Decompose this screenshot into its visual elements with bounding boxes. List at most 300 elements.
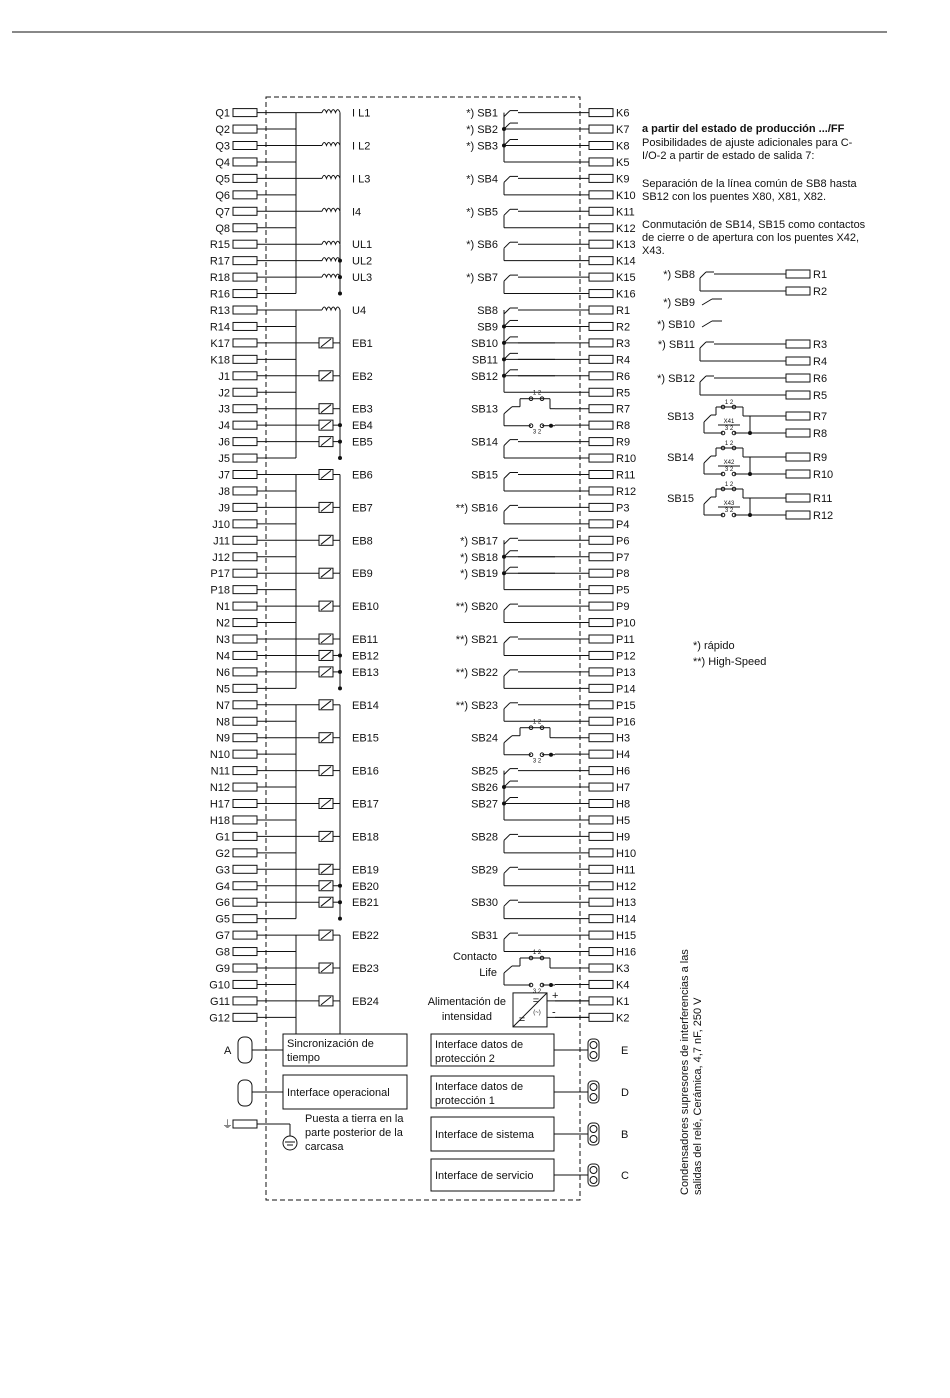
left-terminal-label: G6 (215, 897, 230, 910)
junction-dot (549, 424, 553, 428)
contact-arm (504, 933, 510, 939)
relay-label: SB25 (471, 765, 498, 778)
contact-arm (504, 900, 510, 906)
right-terminal-label: K14 (616, 255, 636, 268)
right-terminal-label: R1 (616, 305, 631, 317)
right-terminal-block (589, 931, 613, 939)
relay-label: *) SB18 (460, 551, 498, 564)
left-terminal-block (233, 503, 257, 511)
interface-letter: C (621, 1170, 629, 1182)
right-terminal-block (589, 619, 613, 627)
left-terminal-label: J12 (212, 551, 230, 564)
input-label: EB2 (352, 370, 373, 383)
input-label: EB3 (352, 403, 373, 416)
left-terminal-label: N4 (215, 650, 230, 663)
contact-arm (504, 111, 510, 117)
left-terminal-block (233, 668, 257, 676)
left-terminal-block (233, 882, 257, 890)
detail-terminal-block (786, 494, 810, 502)
relay-label: **) SB22 (455, 666, 498, 679)
left-terminal-label: K18 (210, 354, 230, 367)
left-terminal-block (233, 553, 257, 561)
relay-label: *) SB7 (466, 272, 498, 285)
right-terminal-label: K4 (616, 979, 630, 992)
notes-line: de cierre o de apertura con los puentes X42, (642, 232, 860, 244)
jumper-pin-label: 1 2 (532, 950, 542, 956)
right-terminal-block (589, 734, 613, 742)
right-terminal-block (589, 257, 613, 265)
contacto-life-label: Life (479, 967, 497, 979)
connector-pin (590, 1084, 597, 1091)
right-terminal-label: H12 (616, 880, 637, 893)
input-label: I L2 (352, 140, 371, 153)
input-label: EB4 (352, 420, 373, 433)
input-label: UL2 (352, 255, 373, 268)
contact-arm (504, 703, 510, 709)
left-terminal-block (233, 602, 257, 610)
relay-label: **) SB16 (455, 502, 498, 515)
contact-arm (504, 176, 510, 182)
input-label: EB21 (352, 897, 379, 910)
vertical-note-line-2: salidas del relé, Cerámica, 4,7 nF, 250 V (692, 997, 704, 1195)
left-terminal-label: G8 (215, 946, 230, 959)
device-boundary (266, 97, 580, 1200)
left-terminal-label: N7 (215, 699, 230, 712)
input-label: EB5 (352, 436, 373, 449)
right-terminal-block (589, 750, 613, 758)
notes-line: Posibilidades de ajuste adicionales para C- (642, 137, 853, 149)
right-terminal-label: H9 (616, 831, 631, 844)
right-terminal-block (589, 964, 613, 972)
right-terminal-block (589, 816, 613, 824)
right-terminal-label: H10 (616, 847, 637, 860)
optocoupler-slash (321, 997, 331, 1005)
earth-icon: ⏚ (222, 1119, 233, 1131)
contact-arm (702, 321, 712, 327)
left-terminal-block (233, 569, 257, 577)
left-terminal-label: G1 (215, 831, 230, 844)
left-terminal-label: R13 (209, 305, 230, 317)
right-terminal-block (589, 142, 613, 150)
left-terminal-block (233, 1013, 257, 1021)
left-terminal-block (233, 273, 257, 281)
detail-relay-label: *) SB8 (663, 269, 695, 281)
optocoupler-slash (321, 503, 331, 511)
right-terminal-label: K11 (616, 206, 635, 219)
left-terminal-block (233, 240, 257, 248)
relay-label: SB9 (477, 321, 498, 334)
contact-arm (504, 370, 510, 376)
right-terminal-block (589, 586, 613, 594)
right-terminal-label: R2 (616, 321, 631, 334)
optocoupler-slash (321, 865, 331, 873)
connector-symbol (588, 1039, 599, 1061)
left-terminal-block (233, 158, 257, 166)
optocoupler-slash (321, 471, 331, 479)
right-terminal-block (589, 306, 613, 314)
junction-dot (338, 456, 342, 460)
input-label: EB19 (352, 864, 379, 877)
jumper-pin-label: 1 2 (532, 719, 542, 726)
right-terminal-block (589, 569, 613, 577)
right-terminal-label: H3 (616, 732, 631, 745)
right-terminal-block (589, 224, 613, 232)
left-terminal-block (233, 339, 257, 347)
optocoupler-slash (321, 421, 331, 429)
right-terminal-label: P12 (616, 650, 636, 663)
left-terminal-block (233, 948, 257, 956)
left-terminal-label: G3 (215, 864, 230, 877)
left-terminal-label: G5 (215, 913, 230, 926)
input-label: EB6 (352, 469, 373, 482)
jumper-pin-label: 3 2 (724, 426, 734, 432)
left-terminal-label: P17 (210, 568, 230, 581)
right-terminal-block (589, 865, 613, 873)
optocoupler-slash (321, 602, 331, 610)
housing-earth-icon (283, 1136, 297, 1150)
optocoupler-slash (321, 569, 331, 577)
right-terminal-label: R10 (616, 453, 637, 466)
interface-label: Sincronización de (287, 1038, 374, 1050)
input-label: EB12 (352, 650, 379, 663)
right-terminal-label: P9 (616, 601, 630, 614)
connector-pin (590, 1136, 597, 1143)
contact-arm (504, 670, 510, 676)
detail-terminal-block (786, 287, 810, 295)
left-terminal-block (233, 438, 257, 446)
left-terminal-label: Q1 (215, 107, 230, 120)
left-terminal-label: J7 (218, 469, 230, 482)
optocoupler-slash (321, 898, 331, 906)
coil-symbol (322, 241, 340, 244)
jumper-pin-label: 3 2 (724, 508, 734, 514)
left-terminal-label: G12 (209, 1012, 230, 1025)
right-terminal-block (589, 438, 613, 446)
right-terminal-label: H7 (616, 782, 631, 795)
coil-symbol (322, 110, 340, 113)
right-terminal-block (589, 898, 613, 906)
right-terminal-label: H8 (616, 798, 631, 811)
left-terminal-block (233, 865, 257, 873)
detail-jumper-label: SB14 (667, 452, 694, 464)
input-label: I4 (352, 206, 362, 219)
relay-label: **) SB21 (455, 634, 498, 646)
right-terminal-block (589, 109, 613, 117)
junction-dot (338, 292, 342, 296)
jumper-pin-label: 3 2 (532, 758, 542, 765)
junction-dot (338, 917, 342, 921)
right-terminal-label: K5 (616, 156, 630, 169)
left-terminal-block (233, 454, 257, 462)
right-terminal-label: P3 (616, 502, 630, 515)
contact-arm (504, 538, 510, 544)
right-terminal-block (589, 421, 613, 429)
left-terminal-block (233, 257, 257, 265)
right-terminal-label: P7 (616, 551, 630, 564)
optocoupler-slash (321, 372, 331, 380)
right-terminal-label: K10 (616, 189, 636, 202)
power-label-line: intensidad (441, 1010, 492, 1023)
detail-terminal-block (786, 340, 810, 348)
left-terminal-block (233, 717, 257, 725)
contact-arm (504, 353, 510, 359)
relay-label: SB29 (471, 864, 498, 877)
coil-symbol (322, 208, 340, 211)
right-terminal-label: R8 (616, 420, 631, 433)
jumper-pin-label: 1 2 (724, 400, 734, 406)
right-terminal-block (589, 339, 613, 347)
left-terminal-block (233, 849, 257, 857)
jumper-pin-label: 3 2 (532, 429, 542, 436)
coil-symbol (322, 175, 340, 178)
contact-arm (504, 551, 510, 557)
left-terminal-label: Q7 (215, 206, 230, 219)
left-terminal-label: J2 (218, 387, 230, 400)
contact-arm (504, 209, 510, 215)
power-plus: + (552, 989, 559, 1002)
power-symbol-dc-out: = (518, 1013, 526, 1026)
contact-arm (504, 505, 510, 511)
left-terminal-label: G7 (215, 930, 230, 943)
detail-terminal-block (786, 453, 810, 461)
optocoupler-slash (321, 701, 331, 709)
right-terminal-block (589, 290, 613, 298)
left-terminal-label: G9 (215, 963, 230, 975)
left-terminal-block (233, 109, 257, 117)
detail-terminal-label: R5 (813, 390, 828, 402)
coil-symbol (322, 274, 340, 277)
interface-label: protección 1 (435, 1095, 495, 1107)
left-terminal-block (233, 207, 257, 215)
interfaces-panel (222, 1034, 629, 1191)
earth-terminal-block (233, 1120, 257, 1128)
left-terminal-block (233, 898, 257, 906)
input-label: EB1 (352, 337, 373, 350)
vertical-note (679, 949, 704, 1195)
right-terminal-label: H4 (616, 749, 631, 762)
contact-arm (504, 966, 512, 973)
left-terminal-block (233, 142, 257, 150)
right-terminal-label: R7 (616, 403, 631, 416)
left-terminal-label: J1 (218, 370, 230, 383)
relay-label: **) SB23 (455, 699, 498, 712)
right-terminal-label: K7 (616, 124, 630, 137)
jumper-pin-label: 3 2 (532, 989, 542, 995)
left-terminal-block (233, 372, 257, 380)
left-terminal-label: N5 (215, 683, 230, 696)
optocoupler-slash (321, 668, 331, 676)
right-terminal-label: R3 (616, 337, 631, 350)
jumper-pin-label: 1 2 (724, 482, 734, 488)
input-label: EB11 (352, 634, 379, 646)
interface-label: protección 2 (435, 1053, 495, 1065)
right-terminal-block (589, 487, 613, 495)
earth-label: carcasa (305, 1141, 344, 1153)
left-terminal-block (233, 734, 257, 742)
right-terminal-label: K1 (616, 995, 630, 1008)
right-terminal-block (589, 1013, 613, 1021)
right-terminal-block (589, 273, 613, 281)
contact-arm (504, 567, 510, 573)
interface-label: Interface datos de (435, 1039, 524, 1051)
interface-letter: A (224, 1045, 232, 1057)
relay-label: SB13 (471, 403, 498, 416)
contact-arm (700, 342, 706, 348)
contact-arm (504, 736, 512, 743)
left-terminal-label: Q6 (215, 189, 230, 202)
contact-arm (700, 376, 706, 382)
input-label: U4 (352, 305, 367, 317)
left-terminal-block (233, 800, 257, 808)
left-terminal-block (233, 832, 257, 840)
optocoupler-slash (321, 882, 331, 890)
interface-letter: B (621, 1129, 629, 1141)
jumper-pin-label: 3 2 (724, 467, 734, 473)
left-terminal-label: H18 (209, 814, 230, 827)
input-label: UL1 (352, 239, 373, 252)
input-label: EB16 (352, 765, 379, 778)
left-terminal-label: N11 (210, 765, 230, 778)
contact-arm (700, 272, 706, 278)
relay-label: *) SB5 (466, 206, 498, 219)
contact-arm (504, 798, 510, 804)
right-terminal-label: K16 (616, 288, 636, 301)
optocoupler-slash (321, 767, 331, 775)
left-terminal-label: J5 (218, 453, 230, 466)
input-label: EB7 (352, 502, 373, 515)
optocoupler-slash (321, 536, 331, 544)
left-terminal-block (233, 471, 257, 479)
left-terminal-label: J9 (218, 502, 230, 515)
detail-terminal-block (786, 511, 810, 519)
detail-relay-label: *) SB9 (663, 297, 695, 309)
input-label: UL3 (352, 272, 373, 285)
right-terminal-block (589, 651, 613, 659)
right-terminal-block (589, 701, 613, 709)
relay-label: *) SB2 (466, 124, 498, 137)
input-label: EB17 (352, 798, 379, 811)
interface-label: Interface datos de (435, 1081, 524, 1093)
left-terminal-block (233, 125, 257, 133)
right-terminal-label: P13 (616, 666, 636, 679)
right-terminal-block (589, 668, 613, 676)
right-terminal-block (589, 783, 613, 791)
left-terminal-label: J4 (218, 420, 230, 433)
detail-terminal-block (786, 412, 810, 420)
left-terminal-block (233, 783, 257, 791)
connector-pin (590, 1126, 597, 1133)
right-terminal-label: H11 (616, 864, 636, 877)
left-terminal-block (233, 750, 257, 758)
contact-arm (504, 781, 510, 787)
left-terminal-block (233, 767, 257, 775)
right-terminal-label: K13 (616, 239, 636, 252)
connector-pin (590, 1177, 597, 1184)
left-terminal-label: R14 (209, 321, 230, 334)
right-terminal-block (589, 717, 613, 725)
optocoupler-slash (321, 931, 331, 939)
interface-label: Interface de servicio (435, 1170, 534, 1182)
contact-arm (504, 473, 510, 479)
right-terminal-block (589, 684, 613, 692)
left-terminal-label: J11 (213, 535, 230, 548)
right-terminal-block (589, 355, 613, 363)
relay-label: SB31 (471, 930, 498, 943)
left-terminal-block (233, 997, 257, 1005)
left-terminal-label: R16 (209, 288, 230, 301)
right-terminal-block (589, 454, 613, 462)
connector-pin (590, 1052, 597, 1059)
input-label: EB8 (352, 535, 373, 548)
input-label: EB18 (352, 831, 379, 844)
earth-label: Puesta a tierra en la (305, 1113, 404, 1125)
bridge-label: X41 (723, 419, 735, 425)
right-terminal-label: K6 (616, 107, 630, 120)
left-terminal-label: J8 (218, 485, 230, 498)
input-label: EB9 (352, 568, 373, 581)
left-terminal-label: Q4 (215, 156, 230, 169)
left-terminal-block (233, 388, 257, 396)
notes-heading: a partir del estado de producción .../FF (642, 123, 845, 135)
left-terminal-label: H17 (209, 798, 230, 811)
right-terminal-label: H16 (616, 946, 637, 959)
input-label: I L1 (352, 107, 371, 120)
left-terminal-block (233, 701, 257, 709)
interface-label: tiempo (287, 1052, 321, 1064)
left-terminal-label: Q5 (215, 173, 230, 186)
coil-symbol (322, 258, 340, 261)
contacto-life-label: Contacto (452, 951, 497, 963)
contact-arm (504, 337, 510, 343)
connector-operational-symbol (238, 1080, 252, 1106)
left-terminal-label: Q2 (215, 124, 230, 137)
detail-terminal-label: R10 (813, 469, 834, 481)
relay-label: SB12 (471, 370, 498, 383)
detail-jumper-label: SB13 (667, 411, 694, 423)
left-terminal-block (233, 191, 257, 199)
left-terminal-label: G2 (215, 847, 230, 860)
connector-symbol (588, 1081, 599, 1103)
detail-terminal-label: R4 (813, 356, 828, 368)
legend-high-speed: **) High-Speed (693, 656, 767, 668)
junction-dot (549, 983, 553, 987)
left-terminal-label: N8 (215, 716, 230, 729)
contact-arm (704, 415, 711, 422)
power-symbol-ac: (~) (533, 1009, 541, 1016)
right-terminal-label: H5 (616, 814, 631, 827)
notes-line: SB12 con los puentes X80, X81, X82. (642, 191, 827, 203)
relay-label: *) SB19 (460, 568, 498, 581)
right-terminal-label: R6 (616, 370, 631, 383)
right-terminal-block (589, 980, 613, 988)
detail-terminal-label: R12 (813, 510, 834, 522)
right-terminal-label: P11 (616, 634, 635, 646)
left-terminal-label: J3 (218, 403, 230, 416)
detail-terminal-block (786, 391, 810, 399)
connector-symbol (588, 1123, 599, 1145)
contact-arm (504, 407, 512, 414)
relay-label: SB30 (471, 897, 498, 910)
right-terminal-block (589, 520, 613, 528)
right-terminal-label: K3 (616, 963, 630, 975)
right-terminal-block (589, 536, 613, 544)
detail-terminal-label: R11 (813, 493, 833, 505)
left-terminal-block (233, 816, 257, 824)
right-terminal-label: H6 (616, 765, 631, 778)
left-terminal-label: R15 (209, 239, 230, 252)
bridge-label: X42 (723, 460, 735, 466)
relay-label: SB24 (471, 732, 498, 745)
